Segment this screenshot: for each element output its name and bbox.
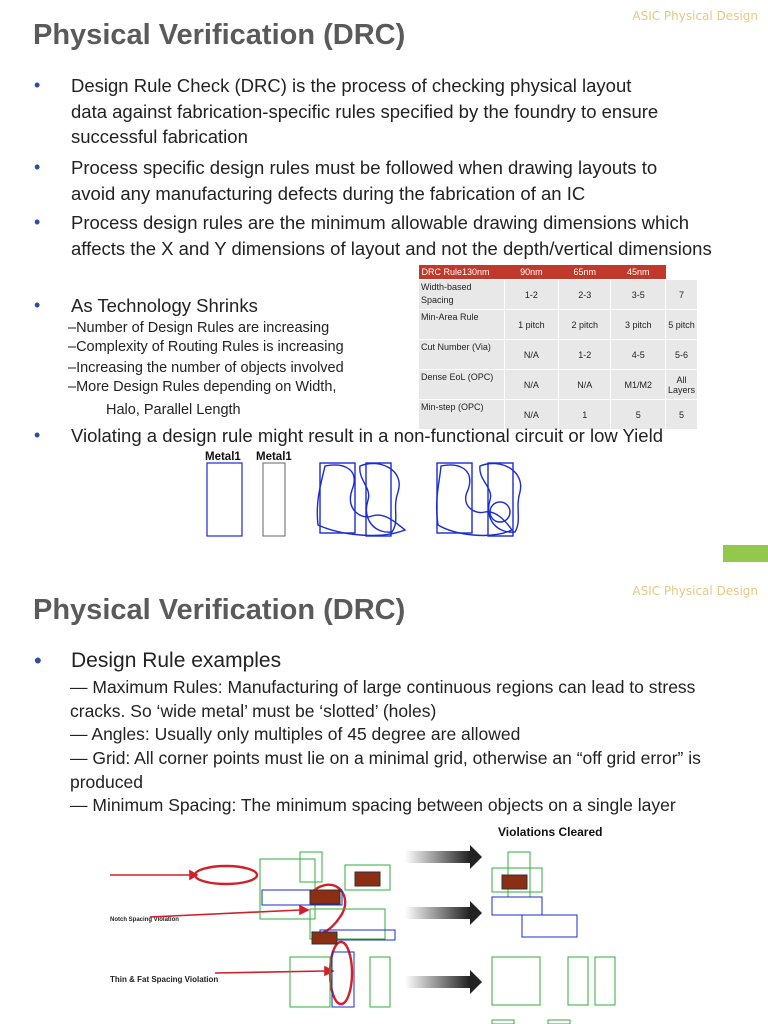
rule-angles: — Angles: Usually only multiples of 45 degree are allowed [70, 724, 521, 744]
rule-name: Cut Number (Via) [419, 340, 505, 370]
sub-item: –Increasing the number of objects involved [68, 360, 344, 376]
cell: 1 [559, 400, 611, 430]
spacing-violation-figure [0, 572, 768, 1024]
notch-violation-label: Notch Spacing Violation [110, 917, 179, 923]
metal1-rect-gray [263, 463, 285, 536]
brand-label: ASIC Physical Design [632, 9, 758, 23]
sub-item: –More Design Rules depending on Width, [68, 379, 337, 395]
bullet-icon: • [34, 295, 41, 315]
rule-min-spacing: — Minimum Spacing: The minimum spacing between objects on a single layer [70, 795, 676, 815]
thin-fat-violation-label: Thin & Fat Spacing Violation [110, 975, 219, 984]
sub-item: Halo, Parallel Length [106, 402, 241, 418]
sub-item: –Complexity of Routing Rules is increasing [68, 339, 344, 355]
bullet-process-rules: • Process specific design rules must be followed when drawing layouts to avoid any manufacturing defects during the fabrication of an IC [34, 157, 658, 204]
rule-name: Dense EoL (OPC) [419, 370, 505, 400]
sub-item: –Number of Design Rules are increasing [68, 320, 330, 336]
rule-name: Width-based Spacing [419, 280, 505, 310]
bullet-icon: • [34, 425, 41, 445]
cell: 1 pitch [504, 310, 558, 340]
cell: 5 [611, 400, 666, 430]
bullet-technology-shrinks: • As Technology Shrinks [71, 293, 401, 319]
slide-2 [0, 572, 768, 1024]
cell: 1-2 [504, 280, 558, 310]
transform-arrows [405, 845, 482, 994]
cell: 2 pitch [559, 310, 611, 340]
metal1-label: Metal1 [256, 451, 292, 463]
layout-after [492, 852, 615, 1024]
bullet-icon: • [34, 157, 41, 177]
layout-before [260, 852, 395, 1007]
cell: N/A [504, 400, 558, 430]
cell: 3-5 [611, 280, 666, 310]
violations-cleared-label: Violations Cleared [498, 825, 603, 839]
col-header: 65nm [559, 265, 611, 280]
col-header: 45nm [611, 265, 666, 280]
cell: N/A [559, 370, 611, 400]
cell: 1-2 [559, 340, 611, 370]
bullet-rule-examples: • Design Rule examples [34, 648, 282, 673]
col-header: DRC Rule130nm [419, 265, 505, 280]
bullet-icon: • [34, 212, 41, 232]
cell: 2-3 [559, 280, 611, 310]
bullet-min-dimensions: • Process design rules are the minimum allowable drawing dimensions which affects the X and Y dimensions of layout and not the depth/vertical dimensions [34, 212, 712, 259]
accent-bar [723, 545, 768, 562]
bullet-icon: • [34, 75, 41, 95]
cell: 3 pitch [611, 310, 666, 340]
bullet-violation: • Violating a design rule might result in a non-functional circuit or low Yield [71, 423, 751, 449]
cell: N/A [504, 340, 558, 370]
metal1-label: Metal1 [205, 451, 241, 463]
metal1-rect-blue [207, 463, 242, 536]
rule-name: Min-Area Rule [419, 310, 505, 340]
rule-maximum: — Maximum Rules: Manufacturing of large continuous regions can lead to stress cracks. So ‘wide metal’ must be ‘slotted’ (holes) [70, 677, 696, 721]
bullet-icon: • [34, 648, 42, 673]
distorted-shapes-2 [437, 463, 521, 536]
cell: N/A [504, 370, 558, 400]
cell: 5 pitch [666, 310, 698, 340]
brand-label: ASIC Physical Design [632, 584, 758, 598]
page-title: Physical Verification (DRC) [33, 19, 406, 51]
cell: 5 [666, 400, 698, 430]
bullet-drc-definition: • Design Rule Check (DRC) is the process of checking physical layout data against fabrication-specific rules specified by the foundry to ensure successful fabrication [34, 75, 659, 147]
cell: 5-6 [666, 340, 698, 370]
cell: M1/M2 [611, 370, 666, 400]
rule-grid: — Grid: All corner points must lie on a minimal grid, otherwise an “off grid error” is produced [70, 748, 701, 792]
cell: All Layers [666, 370, 698, 400]
page-title: Physical Verification (DRC) [33, 594, 406, 626]
cell: 7 [666, 280, 698, 310]
col-header: 90nm [504, 265, 558, 280]
cell: 4-5 [611, 340, 666, 370]
distorted-shapes-1 [317, 463, 405, 536]
rule-name: Min-step (OPC) [419, 400, 505, 430]
